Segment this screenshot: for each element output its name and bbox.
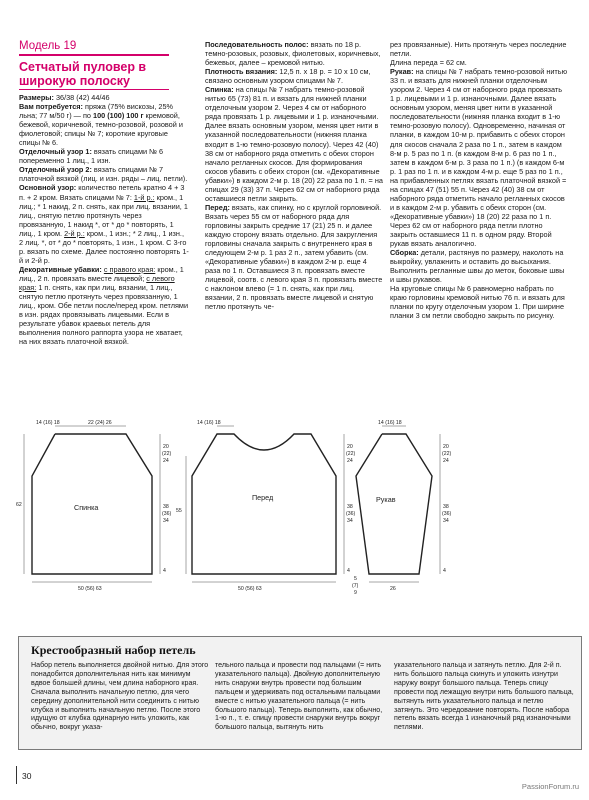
back-top-left-label: 14 (16) 18 xyxy=(36,420,60,426)
sleeve-right-top-label: 20 xyxy=(443,444,449,450)
stripes-paragraph: Последовательность полос: вязать по 18 р. темно-розовых, розовых, фиолетовых, коричневых, бежевых, далее – кремовой нитью. xyxy=(205,40,381,68)
back-left-label: 62 xyxy=(16,502,22,508)
page-number: 30 xyxy=(22,771,32,781)
sleeve-bottom-c-label: 9 xyxy=(354,590,357,596)
cast-on-info-box xyxy=(18,636,582,750)
sleeve-bottom-a-label: 5 xyxy=(354,576,357,582)
sleeve-bottom-right-label: 4 xyxy=(443,568,446,574)
box-column-2 xyxy=(215,661,390,732)
sleeve-name: Рукав xyxy=(376,495,396,504)
sleeve-bottom-label: 26 xyxy=(390,586,396,592)
back-bottom-right-label: 4 xyxy=(163,568,166,574)
front-top-left-label: 14 (16) 18 xyxy=(197,420,221,426)
back-right-d-label: (36) xyxy=(162,511,172,517)
column-right xyxy=(390,40,568,320)
box-text-3: указательного пальца и затянуть петлю. Для 2-й п. нить большого пальца скинуть и уложить изнутри наружу вокруг большого пальца. Теперь спицу провести под лежащую внутри нить большого пальца, вытянуть нить указательного пальца и петлю затянуть. Это чередование повторять. После набора петель вязать всегда 1 изнаночный ряд изнаночными петлями. xyxy=(394,661,574,732)
front-right-a-label: (22) xyxy=(346,451,356,457)
front-bottom-label: 50 (56) 63 xyxy=(238,586,262,592)
sizes-paragraph: Размеры: 36/38 (42) 44/46 xyxy=(19,93,110,102)
main-pattern-paragraph: Основной узор: количество петель кратно 4 + 3 п. + 2 кром. Вязать спицами № 7: 1-й р.: кром., 1 лиц.; * 1 накид, 2 п. снять, как при лиц. вязании, 1 лиц., снятую петлю протянуть через провязанную, 1 накид *, от * до * повторять, 1 лиц., 1 кром. 2-й р.: кром., 1 изн.; * 2 лиц., 1 изн., 2 лиц. *, от * до * повторять, 1 изн., 1 кром. С 3-го р. вязать по схеме. Далее постоянно повторять 1-й и 2-й р. xyxy=(19,183,189,265)
sleeve-right-c-label: 38 xyxy=(443,504,449,510)
sleeve-top-label: 14 (16) 18 xyxy=(378,420,402,426)
box-text-1: Набор петель выполняется двойной нитью. Для этого понадобится дополнительная нить как минимум вдвое большей длины, чем длина наборного края. Сначала выполнить начальную петлю, для чего середину дополнительной нити соединить с нитью клубка и выполнить начальную петлю. После этого идущую от клубка одинарную нить уложить, как обычно, вокруг указа- xyxy=(31,661,209,732)
front-left-label: 55 xyxy=(176,508,182,514)
back-right-top-label: 20 xyxy=(163,444,169,450)
sleeve-right-a-label: (22) xyxy=(442,451,452,457)
site-watermark: PassionForum.ru xyxy=(521,782,579,791)
front-bottom-right-label: 4 xyxy=(347,568,350,574)
materials-paragraph: Вам потребуется: пряжа (75% вискозы, 25% льна; 77 м/50 г) — по 100 (100) 100 г кремовой, бежевой, коричневой, темно-розовой, розовой и фиолетовой; спицы № 7; короткие круговые спицы № 6. xyxy=(19,102,183,148)
sleeve-schematic xyxy=(356,426,440,582)
front-right-top-label: 20 xyxy=(347,444,353,450)
pattern-schematics xyxy=(14,416,574,616)
front-paragraph: Перед: вязать, как спинку, но с круглой горловиной. Вязать через 55 см от наборного ряда для горловины закрыть средние 17 (21) 25 п. и далее каждую сторону вязать отдельно. Для закругления горловины сначала закрыть с внутреннего края в следующем 2-м р. 1 раз 2 п., затем убавить (см. «Декоративные убавки») в каждом 2-м р. еще 4 раза по 1 п. Оставшиеся 3 п. провязать вместе лицевой, соотв. с левого края 3 п. провязать вместе с наклоном влево (= 1 п. снять, как при лиц. вязании, 2 п. провязать вместе лицевой и снятую петлю протянуть че- xyxy=(205,202,383,312)
front-continuation: рез провязанные). Нить протянуть через последние петли. xyxy=(390,40,567,59)
column-middle xyxy=(205,40,383,311)
sleeve-right-b-label: 24 xyxy=(443,458,449,464)
back-bottom-label: 50 (56) 63 xyxy=(78,586,102,592)
back-right-a-label: (22) xyxy=(162,451,172,457)
page-number-rule xyxy=(16,766,17,784)
schematic-svg xyxy=(14,416,574,616)
back-right-b-label: 24 xyxy=(163,458,169,464)
pattern-1-paragraph: Отделочный узор 1: вязать спицами № 6 попеременно 1 лиц., 1 изн. xyxy=(19,147,164,166)
sleeve-paragraph: Рукав: на спицы № 7 набрать темно-розовой нитью 33 п. и вязать для нижней планки отделочным узором 2. Через 4 см от наборного ряда провязать 1 р. лицевыми и 1 р. изнаночными. Далее вязать основным узором, меняя цвет нити в указанной последовательности (нижняя планка входит в 1-ю темно-розовую полосу). Одновременно, начиная от планки, в каждом 10-м р. прибавить с обеих сторон для скосов сначала 2 раза по 1 п., затем в каждом 8-м р. 5 раз по 1 п. (в каждом 8-м р. 6 раз по 1 п., затем в каждом 6-м р. 3 раза по 1 п.) (в каждом 6-м р. 1 раз по 1 п. и в каждом 4-м р. еще 5 раз по 1 п., на прибавленных петлях вязать платочной вязкой = на спицах 47 (51) 55 п. Через 42 (40) 38 см от наборного ряда отметить начало регланных скосов и в каждом 2-м р. убавить с обеих сторон (см. «Декоративные убавки») 18 (20) 22 раза по 1 п. Через 62 см от наборного ряда петли плотно закрыть оставшиеся 11 п. в одном ряду. Второй рукав вязать аналогично. xyxy=(390,67,568,249)
assembly-paragraph: Сборка: детали, растянув по размеру, наколоть на выкройку, увлажнить и оставить до высыхания. Выполнить регланные швы до меток, боковые швы и швы рукавов. xyxy=(390,248,565,285)
sleeve-bottom-b-label: (7) xyxy=(352,583,359,589)
back-top-mid-label: 22 (24) 26 xyxy=(88,420,112,426)
pattern-2-paragraph: Отделочный узор 2: вязать спицами № 7 платочной вязкой (лиц. и изн. ряды – лиц. петли). xyxy=(19,165,188,184)
box-title: Крестообразный набор петель xyxy=(31,643,196,657)
back-right-c-label: 38 xyxy=(163,504,169,510)
box-column-1 xyxy=(31,661,211,732)
sleeve-right-d-label: (36) xyxy=(442,511,452,517)
model-number: Модель 19 xyxy=(19,40,77,52)
front-right-c-label: 38 xyxy=(347,504,353,510)
back-name: Спинка xyxy=(74,503,99,512)
density-paragraph: Плотность вязания: 12,5 п. х 18 р. = 10 х 10 см, связано основным узором спицами № 7. xyxy=(205,67,371,86)
back-paragraph: Спинка: на спицы № 7 набрать темно-розовой нитью 65 (73) 81 п. и вязать для нижней планки отделочным узором 2. Через 4 см от наборного ряда провязать 1 р. лицевыми и 1 р. изнаночными. Далее вязать основным узором, меняя цвет нити в указанной последовательности (нижняя планка входит в 1-ю темно-розовую полосу). Через 42 (40) 38 см от наборного ряда отметить с обеих сторон начало регланных скосов. Для формирования скосов убавить с обеих сторон (см. «Декоративные убавки») в каждом 2-м р. 18 (20) 22 раза по 1 п. = на спицах 29 (33) 37 п. Через 62 см от наборного ряда оставшиеся петли закрыть. xyxy=(205,85,383,203)
box-column-3 xyxy=(394,661,574,732)
front-length: Длина переда = 62 см. xyxy=(390,58,467,68)
title-divider-bottom xyxy=(19,89,169,91)
box-text-2: тельного пальца и провести под пальцами (= нить указательного пальца). Двойную дополнительную нить снаружи внутрь провести под большим пальцем и удерживать под остальными пальцами вместе с нитью указательного пальца (= нить большого пальца). Теперь выполнить, как обычно, 1-ю п., т. е. спицу провести снаружи внутрь вокруг большого пальца, вытянуть нить xyxy=(215,661,383,732)
front-right-d-label: (36) xyxy=(346,511,356,517)
page-title: Сетчатый пуловер в широкую полоску xyxy=(19,59,147,88)
column-left xyxy=(19,40,189,346)
neckband-paragraph: На круговые спицы № 6 равномерно набрать по краю горловины кремовой нитью 76 п. и вязать для планки по кругу отделочным узором 1. При ширине планки 3 см петли свободно закрыть по рисунку. xyxy=(390,284,565,321)
front-right-b-label: 24 xyxy=(347,458,353,464)
sleeve-right-e-label: 34 xyxy=(443,518,449,524)
title-divider xyxy=(19,54,169,56)
decreases-paragraph: Декоративные убавки: с правого края: кром., 1 лиц., 2 п. провязать вместе лицевой; с левого края: 1 п. снять, как при лиц. вязании, 1 лиц., снятую петлю протянуть через провязанную, 1 лиц., кром. Обе петли после/перед кром. петлями в изн. рядах провязывать лицевыми. Если в результате убавок краевых петель для выполнения полного раппорта узора не хватает, на них вязать платочной вязкой. xyxy=(19,264,189,347)
front-schematic xyxy=(186,426,344,582)
back-right-e-label: 34 xyxy=(163,518,169,524)
front-right-e-label: 34 xyxy=(347,518,353,524)
front-name: Перед xyxy=(252,493,274,502)
